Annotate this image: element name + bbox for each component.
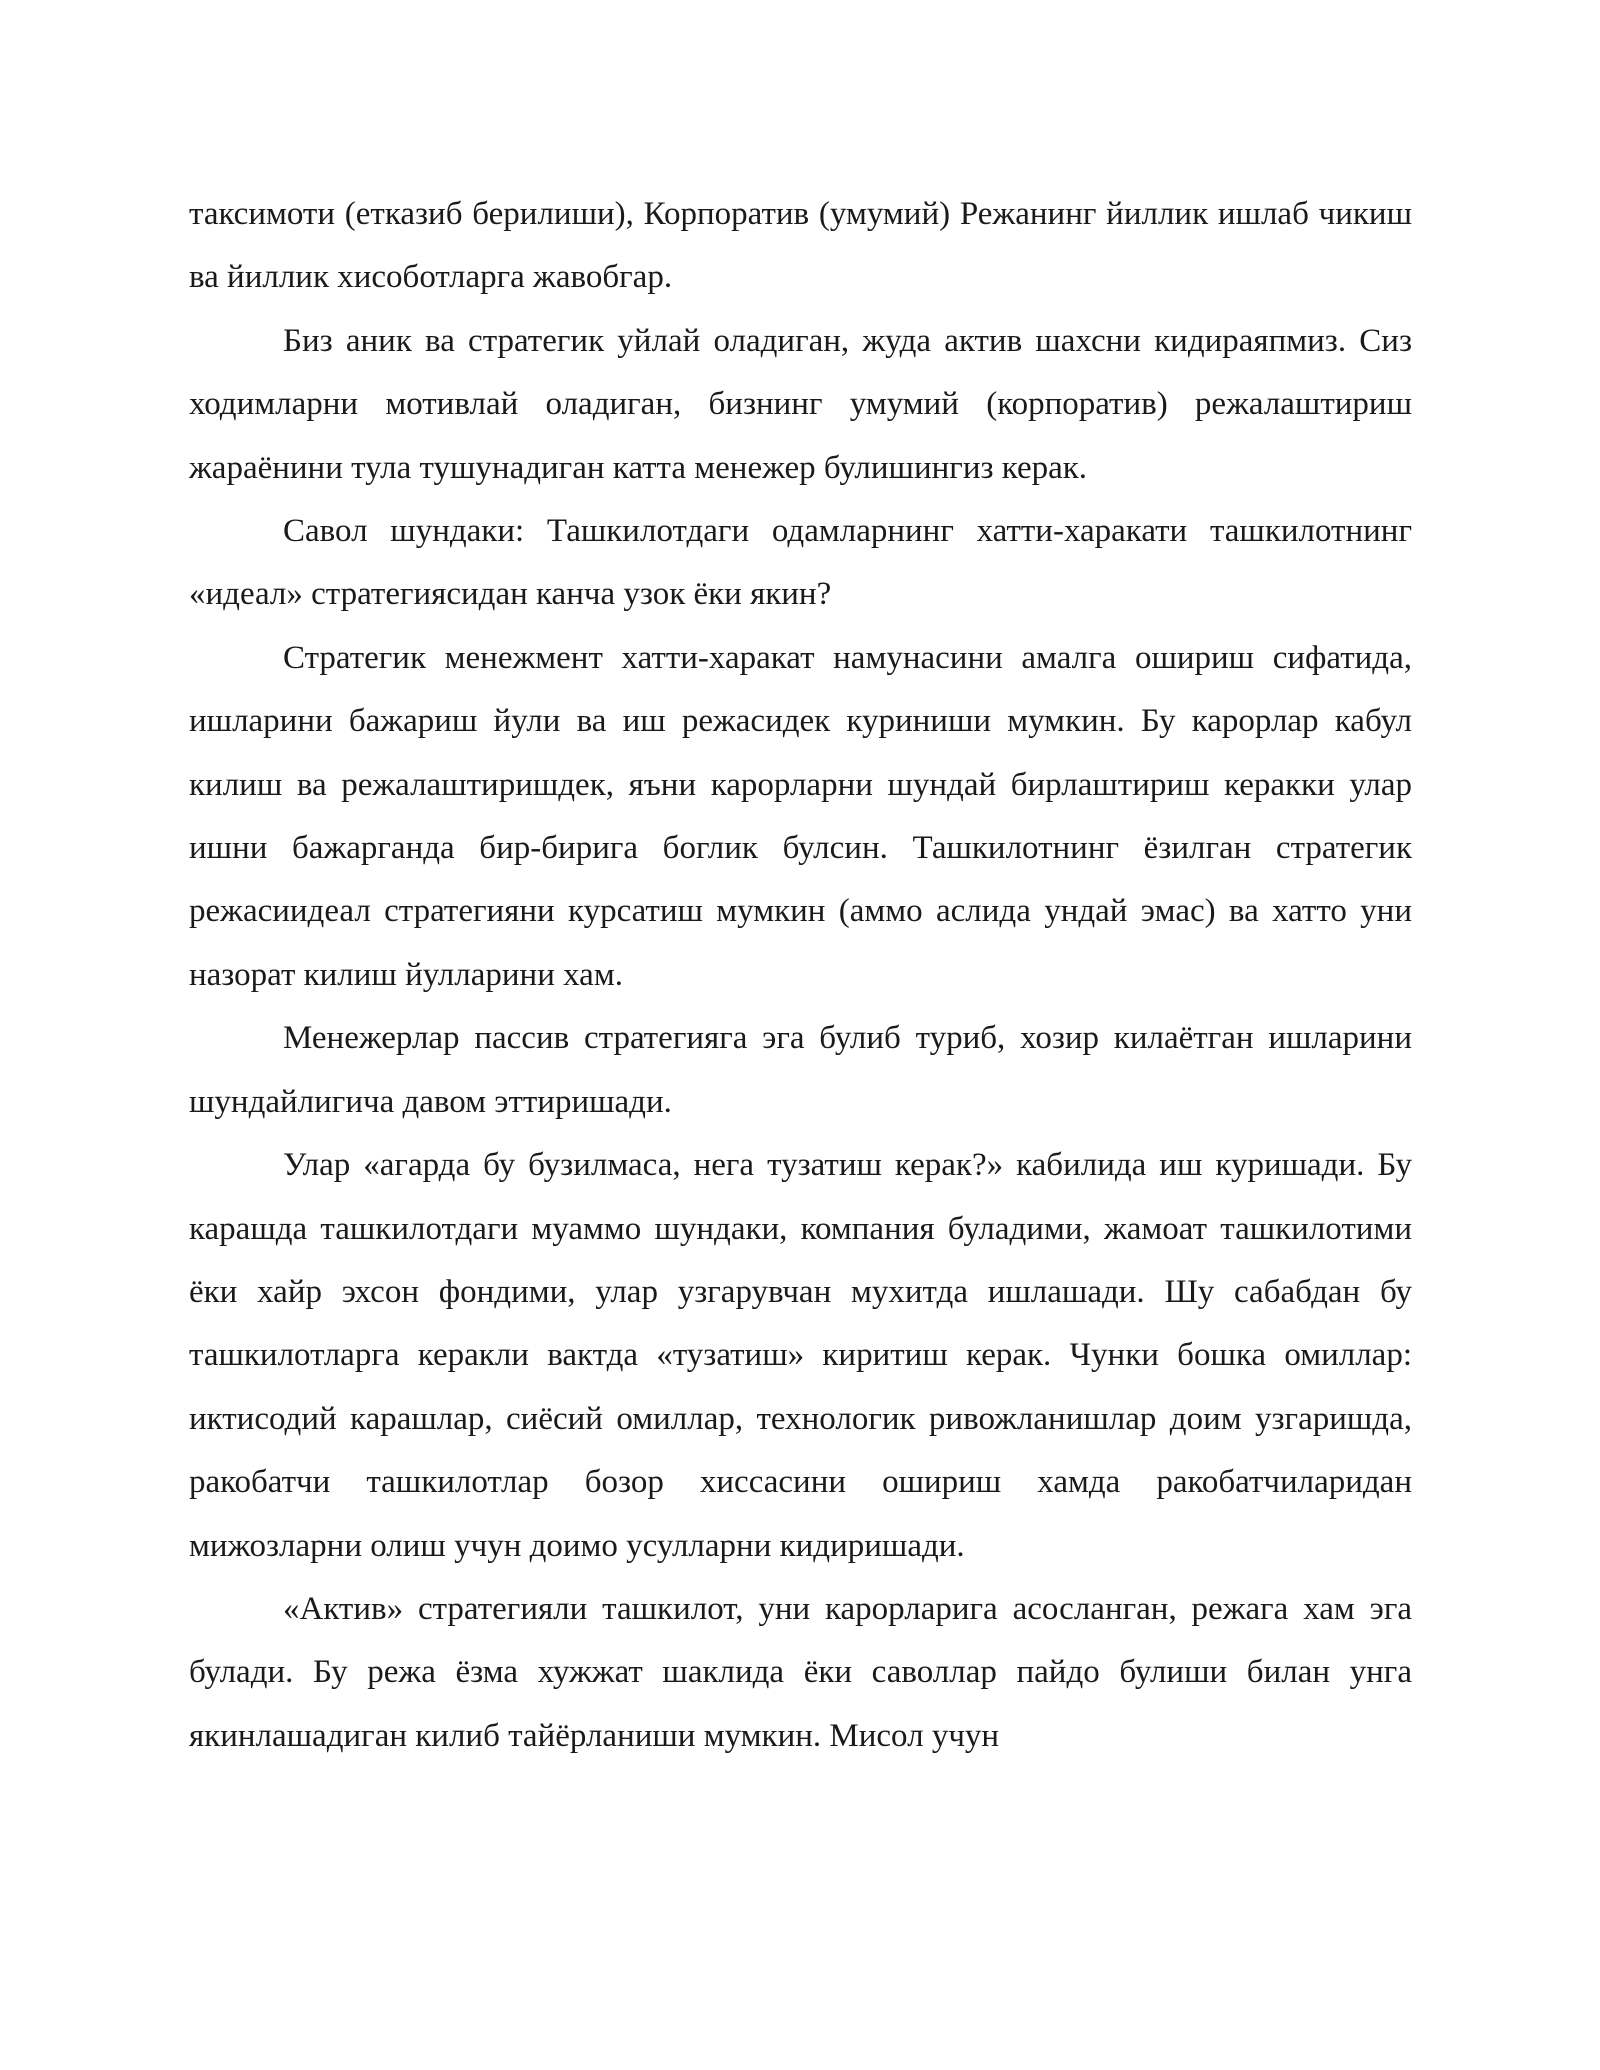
- paragraph-changing-environment: Улар «агарда бу бузилмаса, нега тузатиш керак?» кабилида иш куришади. Бу карашда ташкилотдаги муаммо шундаки, компания буладими, жамоат ташкилотими ёки хайр эхсон фондими, улар узгарувчан мухитда ишлашади. Шу сабабдан бу ташкилотларга керакли вактда «тузатиш» киритиш керак. Чунки бошка омиллар: иктисодий карашлар, сиёсий омиллар, технологик ривожланишлар доим узгаришда, ракобатчи ташкилотлар бозор хиссасини ошириш хамда ракобатчиларидан мижозларни олиш учун доимо усулларни кидиришади.: [189, 1147, 1412, 1564]
- document-body: [189, 183, 1412, 1768]
- paragraph-active-strategy: «Актив» стратегияли ташкилот, уни карорларига асосланган, режага хам эга булади. Бу режа ёзма хужжат шаклида ёки саволлар пайдо булиши билан унга якинлашадиган килиб тайёрланиши мумкин. Мисол учун: [189, 1590, 1412, 1754]
- paragraph-seeking-candidate: Биз аник ва стратегик уйлай оладиган, жуда актив шахсни кидираяпмиз. Сиз ходимларни мотивлай оладиган, бизнинг умумий (корпоратив) режалаштириш жараёнини тула тушунадиган катта менежер булишингиз керак.: [189, 322, 1412, 486]
- paragraph-question: Савол шундаки: Ташкилотдаги одамларнинг хатти-харакати ташкилотнинг «идеал» стратегиясидан канча узок ёки якин?: [189, 513, 1412, 613]
- paragraph-continuation: таксимоти (етказиб берилиши), Корпоратив (умумий) Режанинг йиллик ишлаб чикиш ва йиллик хисоботларга жавобгар.: [189, 196, 1412, 296]
- paragraph-strategic-management: Стратегик менежмент хатти-харакат намунасини амалга ошириш сифатида, ишларини бажариш йули ва иш режасидек куриниши мумкин. Бу карорлар кабул килиш ва режалаштиришдек, яъни карорларни шундай бирлаштириш керакки улар ишни бажарганда бир-бирига боглик булсин. Ташкилотнинг ёзилган стратегик режасиидеал стратегияни курсатиш мумкин (аммо аслида ундай эмас) ва хатто уни назорат килиш йулларини хам.: [189, 639, 1412, 993]
- paragraph-passive-strategy: Менежерлар пассив стратегияга эга булиб туриб, хозир килаётган ишларини шундайлигича давом эттиришади.: [189, 1020, 1412, 1120]
